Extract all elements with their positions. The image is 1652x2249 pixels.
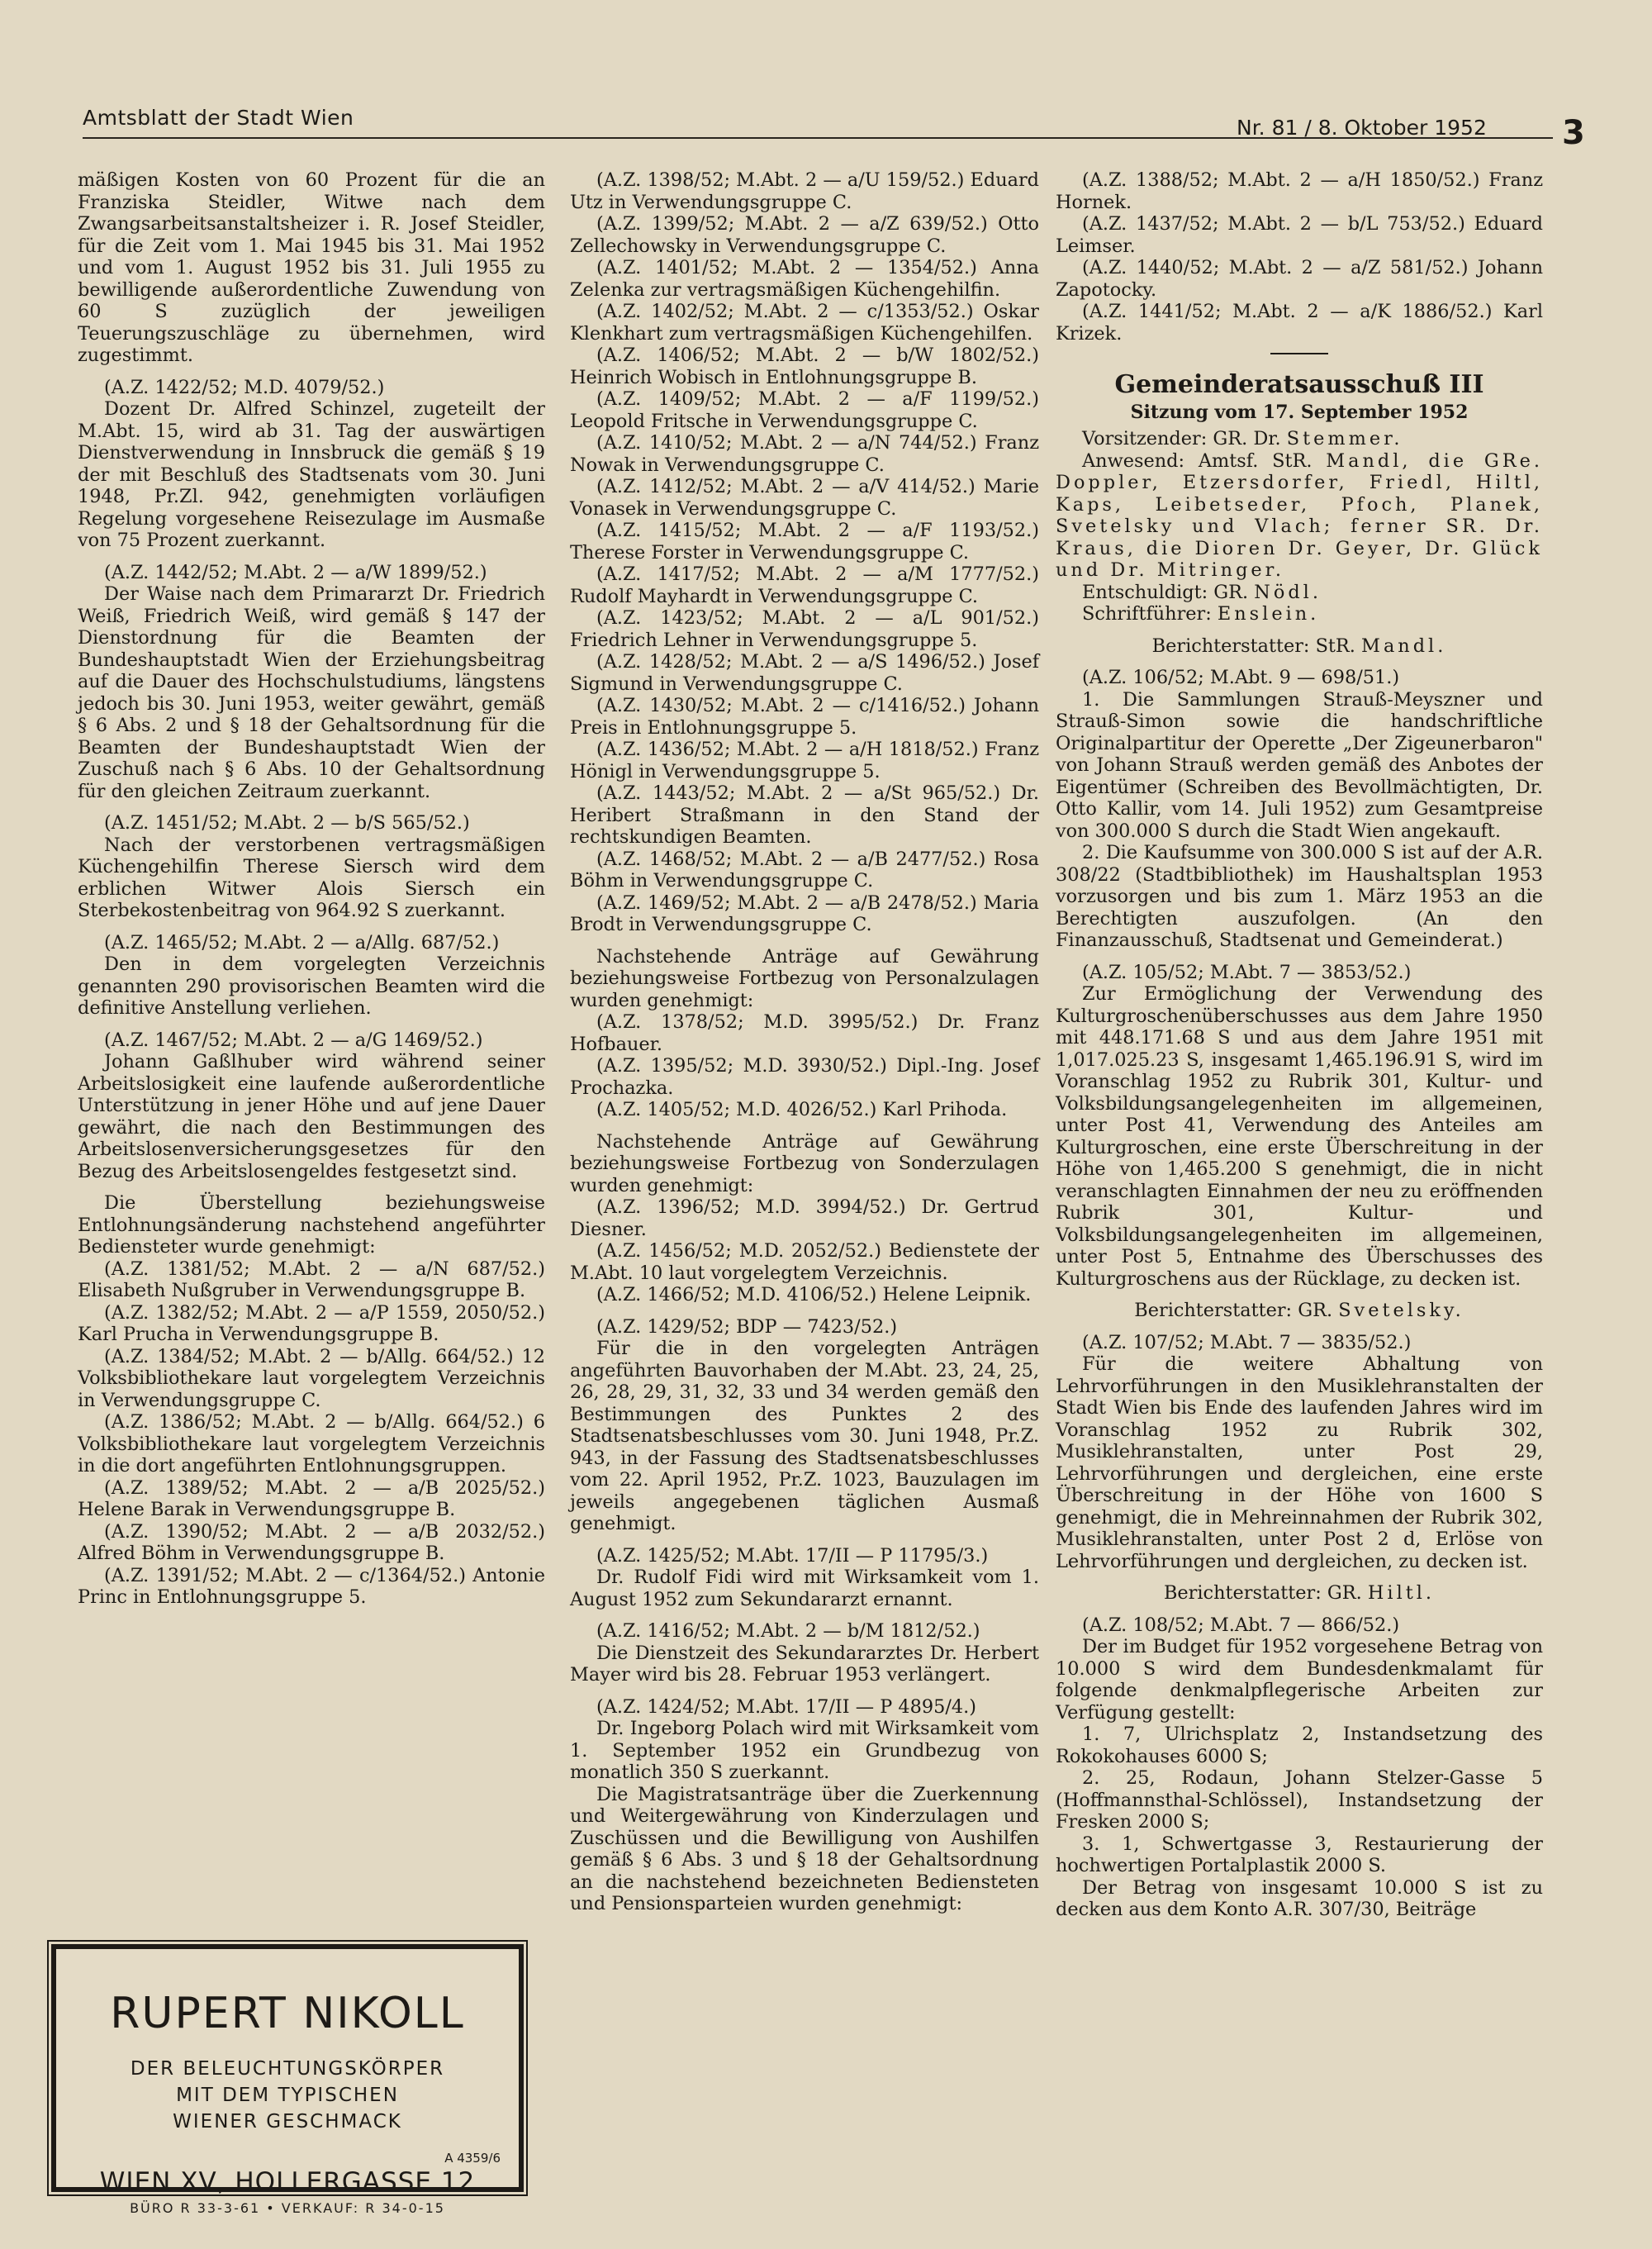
excused-label: Entschuldigt: GR. [1082,581,1255,603]
ad-slogan-line: MIT DEM TYPISCHEN [176,2085,399,2106]
reference: (A.Z. 1425/52; M.Abt. 17/II — P 11795/3.) [596,1544,989,1567]
paragraph: 1. 7, Ulrichsplatz 2, Instandsetzung des Rokokohauses 6000 S; [1056,1724,1543,1767]
paragraph: Dr. Rudolf Fidi wird mit Wirksamkeit vom 1. August 1952 zum Sekundararzt ernannt. [570,1567,1039,1610]
entry: (A.Z. 1456/52; M.D. 2052/52.) Bedienstete der M.Abt. 10 laut vorgelegtem Verzeichnis. [570,1240,1039,1284]
chairman-name: Stemmer. [1286,428,1403,449]
secretary-name: Enslein. [1217,603,1320,625]
reference: (A.Z. 1416/52; M.Abt. 2 — b/M 1812/52.) [596,1620,980,1642]
ad-phone: BÜRO R 33-3-61 • VERKAUF: R 34-0-15 [130,2200,445,2216]
paragraph: Nachstehende Anträge auf Gewährung beziehungsweise Fortbezug von Personalzulagen wurden genehmigt: [570,945,1039,1011]
entry: (A.Z. 1466/52; M.D. 4106/52.) Helene Leipnik. [596,1284,1032,1305]
paragraph: Der Waise nach dem Primararzt Dr. Friedrich Weiß, Friedrich Weiß, wird gemäß § 147 der Dienstordnung für die Beamten der Bundeshauptstadt Wien der Erziehungsbeitrag auf die Dauer des Hochschulstudiums, längstens jedoch bis 30. Juni 1953, weiter gewährt, gemäß § 6 Abs. 2 und § 18 der Gehaltsordnung für die Beamten der Bundeshauptstadt Wien der Zuschuß nach § 6 Abs. 10 der Gehaltsordnung für den gleichen Zeitraum zuerkannt. [78,583,545,802]
excused-line [1056,582,1543,604]
entry: (A.Z. 1396/52; M.D. 3994/52.) Dr. Gertrud Diesner. [570,1196,1039,1240]
entry: (A.Z. 1443/52; M.Abt. 2 — a/St 965/52.) Dr. Heribert Straßmann in den Stand der rechtskundigen Beamten. [570,782,1039,848]
paragraph: Der Betrag von insgesamt 10.000 S ist zu decken aus dem Konto A.R. 307/30, Beiträge [1056,1876,1543,1920]
secretary-line [1056,603,1543,625]
entry: (A.Z. 1436/52; M.Abt. 2 — a/H 1818/52.) Franz Hönigl in Verwendungsgruppe 5. [570,739,1039,782]
entry: (A.Z. 1405/52; M.D. 4026/52.) Karl Prihoda. [596,1099,1008,1120]
paragraph: Für die in den vorgelegten Anträgen angeführten Bauvorhaben der M.Abt. 23, 24, 25, 26, 28, 29, 31, 32, 33 und 34 werden gemäß den Bestimmungen des Punktes 2 des Stadtsenatsbeschlusses vom 30. Juni 1948, Pr.Z. 943, in der Fassung des Stadtsenatsbeschlusses vom 22. April 1952, Pr.Z. 1023, Bauzulagen im jeweils angegebenen täglichen Ausmaß genehmigt. [570,1338,1039,1534]
paragraph: Den in dem vorgelegten Verzeichnis genannten 290 provisorischen Beamten wird die definitive Anstellung verliehen. [78,953,545,1019]
entry: (A.Z. 1398/52; M.Abt. 2 — a/U 159/52.) Eduard Utz in Verwendungsgruppe C. [570,169,1039,213]
entry: (A.Z. 1402/52; M.Abt. 2 — c/1353/52.) Oskar Klenkhart zum vertragsmäßigen Küchengehilfen. [570,301,1039,345]
reference: (A.Z. 1422/52; M.D. 4079/52.) [104,376,385,398]
advertisement-box [51,1944,524,2216]
entry: (A.Z. 1406/52; M.Abt. 2 — b/W 1802/52.) Heinrich Wobisch in Entlohnungsgruppe B. [570,345,1039,388]
entry: (A.Z. 1389/52; M.Abt. 2 — a/B 2025/52.) Helene Barak in Verwendungsgruppe B. [78,1476,545,1520]
entry: (A.Z. 1440/52; M.Abt. 2 — a/Z 581/52.) Johann Zapotocky. [1056,257,1543,301]
entry: (A.Z. 1401/52; M.Abt. 2 — 1354/52.) Anna Zelenka zur vertragsmäßigen Küchengehilfin. [570,257,1039,301]
entry: (A.Z. 1382/52; M.Abt. 2 — a/P 1559, 2050/52.) Karl Prucha in Verwendungsgruppe B. [78,1301,545,1345]
entry: (A.Z. 1386/52; M.Abt. 2 — b/Allg. 664/52.) 6 Volksbibliothekare laut vorgelegtem Verzeichnis in die dort angeführten Entlohnungsgruppen. [78,1411,545,1476]
chairman-label: Vorsitzender: GR. Dr. [1082,428,1287,449]
attendance-line [1056,450,1543,582]
reporter-name: Hiltl. [1367,1582,1436,1604]
section-heading: Gemeinderatsausschuß III [1114,370,1484,399]
attendance-label: Anwesend: Amtsf. StR. [1082,449,1327,472]
paragraph: Der im Budget für 1952 vorgesehene Betrag von 10.000 S wird dem Bundesdenkmalamt für folgende denkmalpflegerische Arbeiten zur Verfügung gestellt: [1056,1636,1543,1724]
paragraph: 2. Die Kaufsumme von 300.000 S ist auf der A.R. 308/22 (Stadtbibliothek) im Haushaltsplan 1953 vorzusorgen und bis zum 1. März 1953 an die Berechtigten auszufolgen. (An den Finanzausschuß, Stadtsenat und Gemeinderat.) [1056,842,1543,951]
ad-slogan-line: WIENER GESCHMACK [173,2111,402,2133]
paragraph: Die Überstellung beziehungsweise Entlohnungsänderung nachstehend angeführter Bediensteter wurde genehmigt: [78,1192,545,1258]
entry: (A.Z. 1409/52; M.Abt. 2 — a/F 1199/52.) Leopold Fritsche in Verwendungsgruppe C. [570,388,1039,432]
column-2 [570,169,1039,1915]
entry: (A.Z. 1388/52; M.Abt. 2 — a/H 1850/52.) Franz Hornek. [1056,169,1543,213]
reference: (A.Z. 106/52; M.Abt. 9 — 698/51.) [1082,667,1400,688]
reference: (A.Z. 107/52; M.Abt. 7 — 3835/52.) [1082,1331,1412,1353]
paragraph: Dr. Ingeborg Polach wird mit Wirksamkeit vom 1. September 1952 ein Grundbezug von monatlich 350 S zuerkannt. [570,1718,1039,1783]
entry: (A.Z. 1417/52; M.Abt. 2 — a/M 1777/52.) Rudolf Mayhardt in Verwendungsgruppe C. [570,563,1039,607]
reporter-label: Berichterstatter: StR. [1151,635,1362,657]
chairman-line [1056,428,1543,450]
paragraph: Dozent Dr. Alfred Schinzel, zugeteilt der M.Abt. 15, wird ab 31. Tag der auswärtigen Dienstverwendung in Innsbruck die gemäß § 19 der mit Beschluß des Stadtsenats vom 30. Juni 1948, Pr.Zl. 942, genehmigten vorläufigen Regelung vorgesehene Reisezulage im Ausmaße von 75 Prozent zuerkannt. [78,398,545,551]
entry: (A.Z. 1390/52; M.Abt. 2 — a/B 2032/52.) Alfred Böhm in Verwendungsgruppe B. [78,1520,545,1564]
entry: (A.Z. 1410/52; M.Abt. 2 — a/N 744/52.) Franz Nowak in Verwendungsgruppe C. [570,432,1039,476]
paragraph: Zur Ermöglichung der Verwendung des Kulturgroschenüberschusses aus dem Jahre 1950 mit 448.171.68 S und aus dem Jahre 1951 mit 1,017.025.23 S, insgesamt 1,465.196.91 S, wird im Voranschlag 1952 zu Rubrik 301, Kultur- und Volksbildungsangelegenheiten im allgemeinen, unter Post 41, Verwendung des Anteiles am Kulturgroschen, eine erste Überschreitung in der Höhe von 1,465.200 S genehmigt, die in nicht veranschlagten Einnahmen der neu zu eröffnenden Rubrik 301, Kultur- und Volksbildungsangelegenheiten im allgemeinen, unter Post 5, Entnahme des Überschusses des Kulturgroschens aus der Rücklage, zu decken ist. [1056,983,1543,1290]
entry: (A.Z. 1430/52; M.Abt. 2 — c/1416/52.) Johann Preis in Entlohnungsgruppe 5. [570,695,1039,739]
excused-name: Nödl. [1254,581,1322,603]
column-3 [1056,169,1543,1921]
reporter-line [1056,1582,1543,1605]
ad-slogan-line: DER BELEUCHTUNGSKÖRPER [130,2058,445,2080]
section-subheading: Sitzung vom 17. September 1952 [1130,401,1469,423]
paragraph: Nachstehende Anträge auf Gewährung beziehungsweise Fortbezug von Sonderzulagen wurden genehmigt: [570,1130,1039,1196]
secretary-label: Schriftführer: [1082,603,1218,625]
entry: (A.Z. 1412/52; M.Abt. 2 — a/V 414/52.) Marie Vonasek in Verwendungsgruppe C. [570,476,1039,520]
reference: (A.Z. 1424/52; M.Abt. 17/II — P 4895/4.) [596,1695,977,1718]
ad-address: WIEN XV, HOLLERGASSE 12 [99,2167,476,2197]
paragraph: Für die weitere Abhaltung von Lehrvorführungen in den Musiklehranstalten der Stadt Wien bis Ende des laufenden Jahres wird im Voranschlag 1952 zu Rubrik 302, Musiklehranstalten, unter Post 29, Lehrvorführungen und dergleichen, eine erste Überschreitung in der Höhe von 1600 S genehmigt, die in Mehreinnahmen der Rubrik 302, Musiklehranstalten, unter Post 2 d, Erlöse von Lehrvorführungen und dergleichen, zu decken ist. [1056,1353,1543,1572]
reference: (A.Z. 1465/52; M.Abt. 2 — a/Allg. 687/52.) [104,931,500,953]
paragraph: Johann Gaßlhuber wird während seiner Arbeitslosigkeit eine laufende außerordentliche Unterstützung in jener Höhe und auf jene Dauer gewährt, die nach den Bestimmungen des Arbeitslosenversicherungsgesetzes für den Bezug des Arbeitslosengeldes festgesetzt sind. [78,1051,545,1182]
reference: (A.Z. 108/52; M.Abt. 7 — 866/52.) [1082,1614,1400,1636]
column-1 [78,169,545,1609]
entry: (A.Z. 1399/52; M.Abt. 2 — a/Z 639/52.) Otto Zellechowsky in Verwendungsgruppe C. [570,213,1039,257]
paragraph: Die Magistratsanträge über die Zuerkennung und Weitergewährung von Kinderzulagen und Zuschüssen und die Bewilligung von Aushilfen gemäß § 6 Abs. 3 und § 18 der Gehaltsordnung an die nachstehend bezeichneten Bediensteten und Pensionsparteien wurden genehmigt: [570,1783,1039,1914]
publication-name: Amtsblatt der Stadt Wien [83,106,354,130]
page-number: 3 [1562,114,1585,152]
reference: (A.Z. 1442/52; M.Abt. 2 — a/W 1899/52.) [104,561,487,583]
reporter-name: Svetelsky. [1338,1300,1464,1321]
entry: (A.Z. 1469/52; M.Abt. 2 — a/B 2478/52.) Maria Brodt in Verwendungsgruppe C. [570,892,1039,935]
entry: (A.Z. 1441/52; M.Abt. 2 — a/K 1886/52.) Karl Krizek. [1056,301,1543,345]
reference: (A.Z. 1467/52; M.Abt. 2 — a/G 1469/52.) [104,1029,483,1051]
ad-company-name: RUPERT NIKOLL [110,1989,465,2038]
entry: (A.Z. 1468/52; M.Abt. 2 — a/B 2477/52.) Rosa Böhm in Verwendungsgruppe C. [570,848,1039,892]
paragraph: mäßigen Kosten von 60 Prozent für die an Franziska Steidler, Witwe nach dem Zwangsarbeitsanstaltsheizer i. R. Josef Steidler, für die Zeit vom 1. Mai 1945 bis 31. Mai 1952 und vom 1. August 1952 bis 31. Juli 1955 zu bewilligende außerordentliche Zuwendung von 60 S zuzüglich der jeweiligen Teuerungszuschläge zu übernehmen, wird zugestimmt. [78,169,545,366]
reporter-line [1056,1300,1543,1322]
entry: (A.Z. 1415/52; M.Abt. 2 — a/F 1193/52.) Therese Forster in Verwendungsgruppe C. [570,520,1039,563]
paragraph: 1. Die Sammlungen Strauß-Meyszner und Strauß-Simon sowie die handschriftliche Originalpartitur der Operette „Der Zigeunerbaron" von Johann Strauß werden gemäß des Anbotes der Eigentümer (Schreiben des Bevollmächtigten, Dr. Otto Kallir, vom 14. Juli 1952) zum Gesamtpreise von 300.000 S durch die Stadt Wien angekauft. [1056,688,1543,842]
entry: (A.Z. 1423/52; M.Abt. 2 — a/L 901/52.) Friedrich Lehner in Verwendungsgruppe 5. [570,607,1039,651]
entry: (A.Z. 1391/52; M.Abt. 2 — c/1364/52.) Antonie Princ in Entlohnungsgruppe 5. [78,1564,545,1608]
entry: (A.Z. 1384/52; M.Abt. 2 — b/Allg. 664/52.) 12 Volksbibliothekare laut vorgelegtem Verzeichnis in Verwendungsgruppe C. [78,1345,545,1411]
entry: (A.Z. 1395/52; M.D. 3930/52.) Dipl.-Ing. Josef Prochazka. [570,1055,1039,1099]
issue-date: Nr. 81 / 8. Oktober 1952 [1237,116,1487,140]
reference: (A.Z. 105/52; M.Abt. 7 — 3853/52.) [1082,961,1412,983]
reference: (A.Z. 1451/52; M.Abt. 2 — b/S 565/52.) [104,812,470,834]
reporter-name: Mandl. [1361,635,1447,657]
entry: (A.Z. 1381/52; M.Abt. 2 — a/N 687/52.) Elisabeth Nußgruber in Verwendungsgruppe B. [78,1258,545,1301]
section-divider [1270,353,1328,354]
reporter-line [1056,635,1543,658]
ad-code: A 4359/6 [444,2151,501,2166]
attendance-names: Mandl, die GRe. Doppler, Etzersdorfer, Friedl, Hiltl, Kaps, Leibetseder, Pfoch, Planek, Svetelsky und Vlach; ferner SR. Dr. Kraus, die Dioren Dr. Geyer, Dr. Glück und Dr. Mitringer. [1056,449,1543,581]
reporter-label: Berichterstatter: GR. [1134,1300,1339,1321]
entry: (A.Z. 1378/52; M.D. 3995/52.) Dr. Franz Hofbauer. [570,1011,1039,1055]
reporter-label: Berichterstatter: GR. [1163,1582,1368,1604]
paragraph: 3. 1, Schwertgasse 3, Restaurierung der hochwertigen Portalplastik 2000 S. [1056,1833,1543,1876]
paragraph: 2. 25, Rodaun, Johann Stelzer-Gasse 5 (Hoffmannsthal-Schlössel), Instandsetzung der Fresken 2000 S; [1056,1767,1543,1833]
reference: (A.Z. 1429/52; BDP — 7423/52.) [596,1315,898,1338]
paragraph: Die Dienstzeit des Sekundararztes Dr. Herbert Mayer wird bis 28. Februar 1953 verlängert. [570,1642,1039,1686]
paragraph: Nach der verstorbenen vertragsmäßigen Küchengehilfin Therese Siersch wird dem erblichen Witwer Alois Siersch ein Sterbekostenbeitrag von 964.92 S zuerkannt. [78,834,545,921]
entry: (A.Z. 1437/52; M.Abt. 2 — b/L 753/52.) Eduard Leimser. [1056,213,1543,257]
header-rule [83,137,1553,139]
entry: (A.Z. 1428/52; M.Abt. 2 — a/S 1496/52.) Josef Sigmund in Verwendungsgruppe C. [570,651,1039,695]
